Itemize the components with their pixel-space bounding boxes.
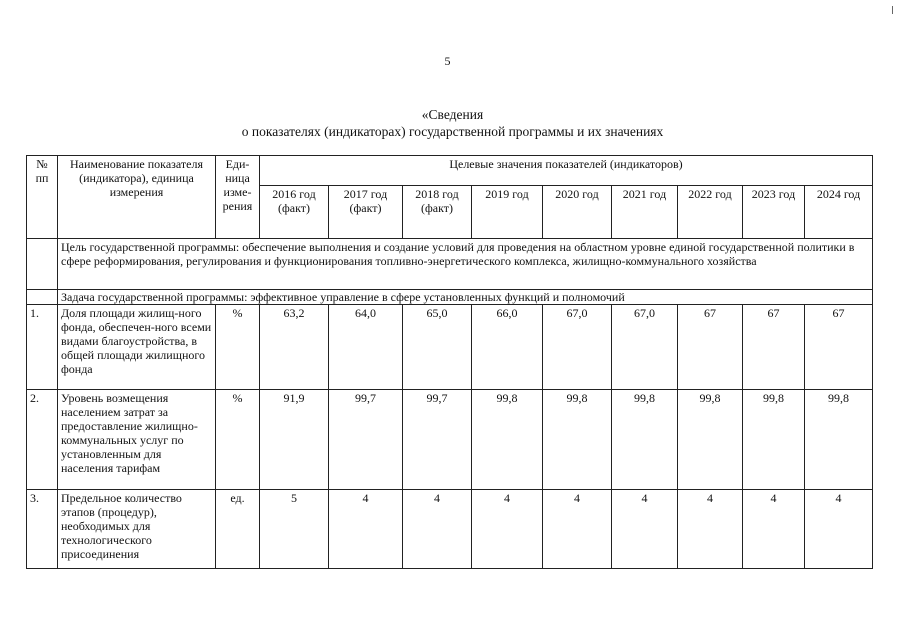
indicator-name: Доля площади жилищ-ного фонда, обеспечен-ного всеми видами благоустройства, в общей площади жилищного фонда (58, 305, 216, 390)
header-row-1 (27, 156, 873, 186)
header-year: 2023 год (743, 186, 805, 239)
program-goal: Цель государственной программы: обеспечение выполнения и создание условий для проведения на областном уровне единой государственной политики в сфере реформирования, регулирования и функционирования топливно-энергетического комплекса, жилищно-коммунального хозяйства (58, 239, 873, 290)
header-unit: Еди-ница изме-рения (216, 156, 260, 239)
value-cell: 99,7 (403, 390, 472, 490)
value-cell: 99,8 (543, 390, 612, 490)
value-cell: 66,0 (472, 305, 543, 390)
indicator-unit: % (216, 305, 260, 390)
value-cell: 5 (260, 490, 329, 569)
value-cell: 99,8 (678, 390, 743, 490)
value-cell: 99,8 (612, 390, 678, 490)
header-year: 2021 год (612, 186, 678, 239)
row-number: 1. (27, 305, 58, 390)
goal-row (27, 239, 873, 290)
header-num: № пп (27, 156, 58, 239)
task-num-cell (27, 290, 58, 305)
value-cell: 67 (805, 305, 873, 390)
header-year: 2018 год (факт) (403, 186, 472, 239)
value-cell: 67 (678, 305, 743, 390)
table-row (27, 390, 873, 490)
row-number: 3. (27, 490, 58, 569)
value-cell: 4 (543, 490, 612, 569)
value-cell: 4 (743, 490, 805, 569)
header-year: 2022 год (678, 186, 743, 239)
value-cell: 91,9 (260, 390, 329, 490)
header-year: 2024 год (805, 186, 873, 239)
task-row (27, 290, 873, 305)
document-title (0, 106, 905, 140)
indicators-table (26, 155, 873, 569)
value-cell: 67 (743, 305, 805, 390)
value-cell: 64,0 (329, 305, 403, 390)
value-cell: 4 (329, 490, 403, 569)
goal-num-cell (27, 239, 58, 290)
title-line-2: о показателях (индикаторах) государственной программы и их значениях (241, 124, 664, 139)
value-cell: 67,0 (612, 305, 678, 390)
table-row (27, 305, 873, 390)
title-line-1: «Сведения (421, 107, 484, 122)
header-year: 2020 год (543, 186, 612, 239)
header-year: 2017 год (факт) (329, 186, 403, 239)
value-cell: 99,8 (743, 390, 805, 490)
page-number: 5 (444, 54, 451, 68)
value-cell: 67,0 (543, 305, 612, 390)
value-cell: 65,0 (403, 305, 472, 390)
indicator-name: Уровень возмещения населением затрат за предоставление жилищно-коммунальных услуг по установленным для населения тарифам (58, 390, 216, 490)
value-cell: 4 (678, 490, 743, 569)
table-row (27, 490, 873, 569)
value-cell: 4 (805, 490, 873, 569)
header-target-values: Целевые значения показателей (индикаторов) (260, 156, 873, 186)
value-cell: 63,2 (260, 305, 329, 390)
header-indicator-name: Наименование показателя (индикатора), единица измерения (58, 156, 216, 239)
indicator-unit: ед. (216, 490, 260, 569)
scan-edge-mark (892, 6, 893, 14)
value-cell: 99,8 (805, 390, 873, 490)
value-cell: 4 (472, 490, 543, 569)
value-cell: 4 (612, 490, 678, 569)
value-cell: 99,7 (329, 390, 403, 490)
value-cell: 4 (403, 490, 472, 569)
header-year: 2019 год (472, 186, 543, 239)
indicator-name: Предельное количество этапов (процедур), необходимых для технологического присоединения (58, 490, 216, 569)
indicator-unit: % (216, 390, 260, 490)
row-number: 2. (27, 390, 58, 490)
program-task: Задача государственной программы: эффективное управление в сфере установленных функций и полномочий (58, 290, 873, 305)
value-cell: 99,8 (472, 390, 543, 490)
header-year: 2016 год (факт) (260, 186, 329, 239)
